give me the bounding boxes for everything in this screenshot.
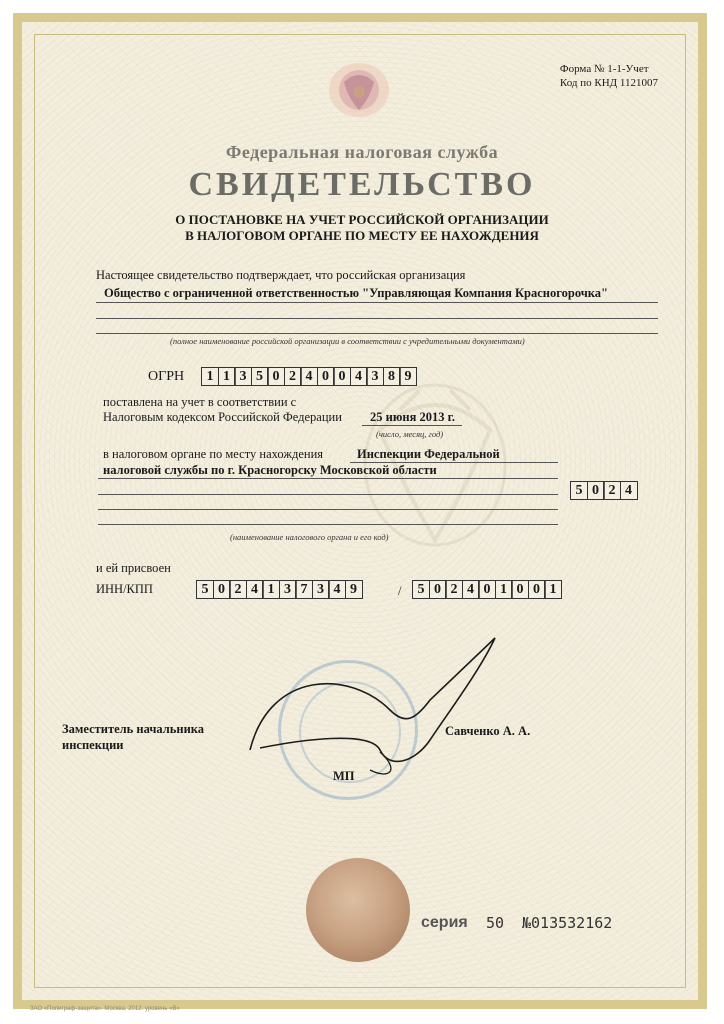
document-subtitle [0, 212, 724, 244]
registered-line-2: Налоговым кодексом Российской Федерации [103, 410, 342, 424]
org-name-line-3 [96, 333, 658, 334]
ogrn-label: ОГРН [148, 369, 185, 384]
digit-box: 0 [267, 367, 285, 386]
date-line [362, 425, 462, 426]
digit-box: 4 [620, 481, 638, 500]
digit-box: 3 [234, 367, 252, 386]
signer-title-1: Заместитель начальника [62, 722, 205, 736]
hologram-seal [306, 858, 410, 962]
digit-box: 4 [246, 580, 264, 599]
digit-box: 0 [528, 580, 546, 599]
authority-code-boxes [570, 481, 636, 500]
org-name-note: (полное наименование российской организации в соответствии с учредительными документами) [170, 336, 525, 346]
authority-note: (наименование налогового органа и его код) [230, 532, 389, 542]
authority-label: в налоговом органе по месту нахождения [103, 447, 324, 461]
digit-box: 8 [383, 367, 401, 386]
digit-box: 2 [284, 367, 302, 386]
digit-box: 3 [366, 367, 384, 386]
digit-box: 0 [587, 481, 605, 500]
authority-name-2: налоговой службы по г. Красногорску Московской области [103, 463, 437, 477]
kpp-boxes [412, 580, 561, 599]
authority-name-1: Инспекции Федеральной [357, 447, 500, 461]
registration-date: 25 июня 2013 г. [370, 410, 455, 424]
seal-place-label: МП [333, 769, 355, 783]
signer-title-2: инспекции [62, 738, 124, 752]
org-name-line-2 [96, 318, 658, 319]
subtitle-line-2: В НАЛОГОВОМ ОРГАНЕ ПО МЕСТУ ЕЕ НАХОЖДЕНИЯ [185, 228, 539, 243]
signature-icon [230, 630, 510, 780]
subtitle-line-1: О ПОСТАНОВКЕ НА УЧЕТ РОССИЙСКОЙ ОРГАНИЗАЦИИ [175, 212, 549, 227]
digit-box: 0 [511, 580, 529, 599]
authority-line-5 [98, 524, 558, 525]
serial-number: №013532162 [522, 914, 613, 932]
form-meta [560, 62, 658, 90]
registered-line-1: поставлена на учет в соответствии с [103, 395, 297, 409]
agency-name: Федеральная налоговая служба [225, 142, 499, 162]
digit-box: 5 [196, 580, 214, 599]
authority-line-2 [98, 478, 558, 479]
date-note: (число, месяц, год) [376, 429, 444, 439]
digit-box: 2 [445, 580, 463, 599]
digit-box: 1 [262, 580, 280, 599]
digit-box: 1 [201, 367, 219, 386]
digit-box: 4 [328, 580, 346, 599]
authority-line-3 [98, 494, 558, 495]
digit-box: 5 [251, 367, 269, 386]
digit-box: 3 [279, 580, 297, 599]
digit-box: 0 [213, 580, 231, 599]
digit-box: 9 [345, 580, 363, 599]
digit-box: 1 [218, 367, 236, 386]
authority-line-4 [98, 509, 558, 510]
state-emblem-icon [326, 60, 392, 120]
inn-kpp-separator: / [398, 584, 402, 598]
printer-imprint: ЗАО «Полиграф-защита». Москва. 2012. уровень «В» [30, 1006, 180, 1012]
digit-box: 9 [399, 367, 417, 386]
ogrn-boxes [201, 367, 416, 386]
digit-box: 5 [412, 580, 430, 599]
inn-boxes [196, 580, 361, 599]
intro-text: Настоящее свидетельство подтверждает, что российская организация [96, 268, 466, 282]
digit-box: 0 [317, 367, 335, 386]
digit-box: 0 [333, 367, 351, 386]
org-name-line-1 [96, 302, 658, 303]
digit-box: 4 [462, 580, 480, 599]
digit-box: 4 [300, 367, 318, 386]
digit-box: 1 [544, 580, 562, 599]
form-number: Форма № 1-1-Учет [559, 63, 649, 75]
digit-box: 7 [295, 580, 313, 599]
digit-box: 2 [603, 481, 621, 500]
series-label: серия [421, 914, 468, 931]
knd-code: Код по КНД 1121007 [559, 77, 658, 89]
assigned-text: и ей присвоен [96, 561, 171, 575]
digit-box: 3 [312, 580, 330, 599]
series-number: 50 [486, 914, 505, 932]
document-title: СВИДЕТЕЛЬСТВО [188, 166, 536, 203]
digit-box: 4 [350, 367, 368, 386]
signer-name: Савченко А. А. [445, 724, 531, 738]
inn-kpp-label: ИНН/КПП [96, 582, 153, 596]
organization-name: Общество с ограниченной ответственностью "Управляющая Компания Красногорочка" [104, 286, 608, 300]
digit-box: 2 [229, 580, 247, 599]
digit-box: 0 [429, 580, 447, 599]
digit-box: 1 [495, 580, 513, 599]
digit-box: 5 [570, 481, 588, 500]
digit-box: 0 [478, 580, 496, 599]
